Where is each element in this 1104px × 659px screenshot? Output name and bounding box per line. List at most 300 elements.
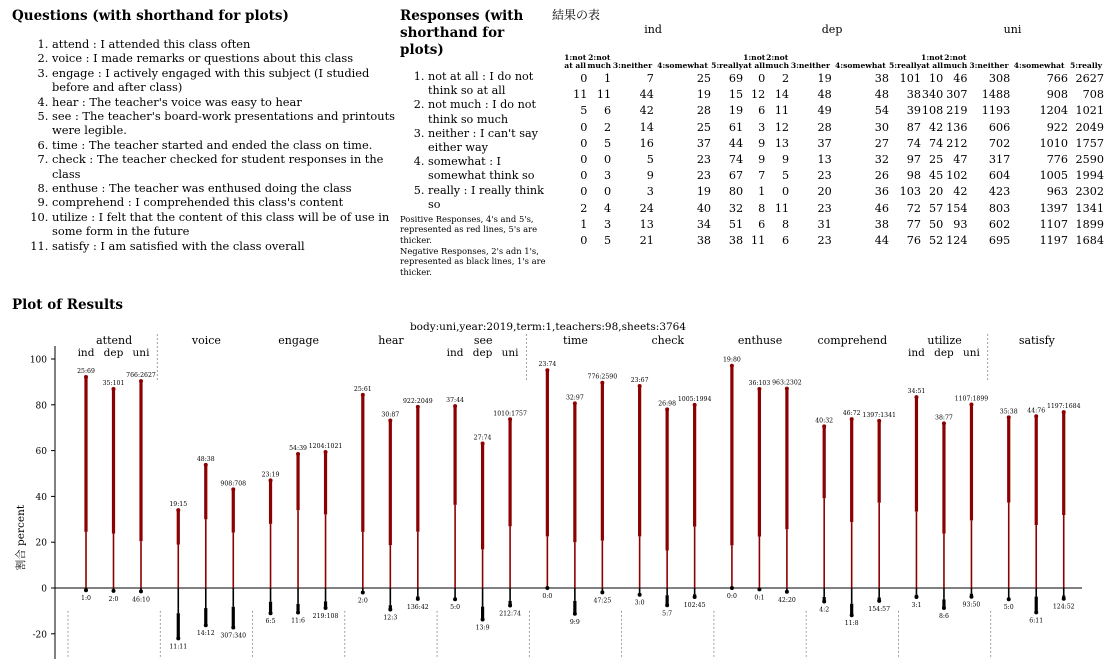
negative-count-label: 0:1	[754, 594, 765, 602]
negative-count-label: 11:6	[291, 617, 305, 625]
category-label: see	[473, 334, 493, 347]
negative-count-label: 42:20	[777, 596, 796, 604]
negative-count-label: 12:3	[383, 614, 398, 622]
table-column-header: 3:neither	[790, 61, 831, 71]
table-cell: 80	[728, 185, 744, 199]
table-column-header: 1:not at all	[564, 53, 587, 71]
table-column-header: 5:really	[711, 61, 744, 71]
negative-end-dot	[730, 586, 734, 590]
negative-end-dot	[573, 612, 577, 616]
positive-end-dot	[600, 381, 604, 385]
table-cell: 69	[728, 72, 744, 85]
table-cell: 13	[774, 136, 790, 150]
table-cell: 44	[728, 136, 744, 150]
table-cell: 922	[1046, 120, 1069, 134]
table-cell: 57	[928, 201, 944, 215]
positive-count-label: 26:98	[658, 400, 677, 408]
category-label: utilize	[927, 334, 962, 347]
table-column-header: 5:really	[889, 61, 922, 71]
table-cell: 44	[874, 233, 889, 247]
positive-count-label: 40:32	[815, 417, 834, 425]
table-cell: 9	[781, 152, 790, 166]
positive-end-dot	[388, 419, 392, 423]
series-label: uni	[132, 347, 150, 359]
positive-count-label: 23:67	[630, 376, 649, 384]
positive-end-dot	[822, 424, 826, 428]
table-cell: 42	[953, 185, 968, 199]
negative-count-label: 5:0	[1003, 604, 1014, 612]
table-cell: 46	[874, 201, 889, 215]
table-cell: 5	[604, 233, 612, 247]
series-label: uni	[501, 347, 519, 359]
table-cell: 766	[1046, 72, 1069, 85]
table-cell: 307	[946, 88, 968, 102]
table-cell: 0	[604, 185, 612, 199]
questions-list	[12, 37, 397, 253]
table-cell: 25	[696, 72, 712, 85]
y-tick-label: -20	[32, 630, 47, 641]
table-cell: 77	[906, 217, 922, 231]
table-cell: 0	[580, 169, 588, 183]
table-cell: 13	[817, 152, 832, 166]
question-item: 10. utilize : I felt that the content of this class will be of use in some form in the future	[52, 210, 397, 239]
positive-count-label: 1204:1021	[308, 442, 343, 450]
table-cell: 3	[758, 120, 766, 134]
table-cell: 34	[696, 217, 712, 231]
negative-end-dot	[1062, 597, 1066, 601]
table-cell: 50	[928, 217, 944, 231]
table-cell: 212	[946, 136, 968, 150]
negative-end-dot	[850, 613, 854, 617]
table-cell: 45	[928, 169, 944, 183]
negative-end-dot	[665, 603, 669, 607]
table-cell: 0	[758, 72, 766, 85]
table-cell: 74	[928, 136, 944, 150]
table-cell: 28	[696, 104, 712, 118]
table-cell: 2590	[1075, 152, 1104, 166]
series-label: dep	[103, 347, 124, 359]
table-cell: 52	[928, 233, 944, 247]
positive-count-label: 25:69	[77, 367, 95, 375]
negative-count-label: 1:0	[81, 595, 91, 603]
table-cell: 2	[781, 72, 790, 85]
table-cell: 14	[774, 88, 790, 102]
negative-end-dot	[914, 595, 918, 599]
series-label: ind	[908, 347, 925, 359]
responses-section	[400, 8, 550, 277]
positive-end-dot	[269, 478, 273, 482]
table-cell: 602	[988, 217, 1011, 231]
table-cell: 97	[906, 152, 922, 166]
table-column-header: 5:really	[1070, 61, 1103, 71]
table-cell: 1684	[1075, 233, 1104, 247]
table-cell: 308	[988, 72, 1011, 85]
negative-count-label: 46:10	[132, 596, 150, 604]
negative-count-label: 14:12	[196, 630, 215, 638]
positive-end-dot	[1034, 414, 1038, 418]
table-cell: 12	[751, 88, 766, 102]
negative-count-label: 154:57	[868, 605, 891, 613]
question-item: 11. satisfy : I am satisfied with the class overall	[52, 239, 397, 253]
y-tick-label: 20	[35, 538, 47, 549]
questions-section	[12, 8, 397, 253]
results-plot	[0, 316, 1104, 659]
table-cell: 37	[817, 136, 832, 150]
table-cell: 6	[758, 217, 766, 231]
table-cell: 74	[728, 152, 744, 166]
category-label: time	[563, 334, 588, 347]
negative-end-dot	[785, 590, 789, 594]
table-column-header: 3:neither	[969, 61, 1009, 71]
negative-count-label: 3:1	[911, 601, 922, 609]
table-cell: 39	[906, 104, 922, 118]
table-column-header: 1:not at all	[743, 53, 766, 71]
table-cell: 11	[596, 88, 612, 102]
table-column-header: 2:not much	[943, 53, 968, 71]
table-cell: 2627	[1075, 72, 1104, 85]
table-column-header: 1:not at all	[921, 53, 944, 71]
results-table-wrap	[563, 23, 1104, 248]
table-cell: 1107	[1039, 217, 1069, 231]
table-cell: 76	[906, 233, 922, 247]
table-cell: 38	[874, 72, 889, 85]
table-cell: 9	[758, 136, 766, 150]
table-cell: 67	[728, 169, 744, 183]
negative-end-dot	[176, 636, 180, 640]
positive-end-dot	[176, 508, 180, 512]
table-cell: 2	[580, 201, 588, 215]
positive-end-dot	[545, 368, 549, 372]
table-cell: 2302	[1075, 185, 1104, 199]
positive-end-dot	[914, 395, 918, 399]
positive-count-label: 34:51	[907, 388, 926, 396]
table-row	[563, 184, 1104, 200]
series-label: uni	[963, 347, 980, 359]
table-cell: 72	[906, 201, 922, 215]
positive-note: Positive Responses, 4's and 5's, represented as red lines, 5's are thicker.	[400, 214, 538, 245]
table-cell: 13	[639, 217, 654, 231]
table-cell: 5	[781, 169, 790, 183]
negative-end-dot	[1034, 610, 1038, 614]
positive-end-dot	[84, 375, 88, 379]
table-cell: 908	[1046, 88, 1069, 102]
negative-count-label: 8:6	[938, 613, 949, 621]
series-label: dep	[934, 347, 954, 359]
table-cell: 8	[758, 201, 766, 215]
table-cell: 38	[696, 233, 712, 247]
table-cell: 0	[580, 185, 588, 199]
response-item: 4. somewhat : I somewhat think so	[428, 155, 550, 183]
table-cell: 1	[580, 217, 588, 231]
negative-count-label: 4:2	[819, 606, 830, 614]
category-label: satisfy	[1018, 334, 1055, 347]
table-row	[563, 135, 1104, 151]
table-cell: 0	[604, 152, 612, 166]
plot-title: Plot of Results	[12, 297, 123, 313]
positive-count-label: 48:38	[196, 455, 215, 463]
positive-count-label: 23:74	[538, 361, 557, 369]
table-cell: 1021	[1075, 104, 1104, 118]
table-cell: 15	[728, 88, 744, 102]
table-cell: 2	[604, 120, 612, 134]
table-cell: 38	[874, 217, 889, 231]
negative-note: Negative Responses, 2's adn 1's, represented as black lines, 1's are thicker.	[400, 245, 546, 277]
table-cell: 11	[751, 233, 766, 247]
table-cell: 25	[696, 120, 712, 134]
table-title: 結果の表	[552, 8, 601, 22]
positive-end-dot	[296, 452, 300, 456]
table-cell: 36	[874, 185, 889, 199]
table-cell: 19	[696, 185, 712, 199]
negative-end-dot	[361, 590, 365, 594]
table-cell: 154	[946, 201, 968, 215]
table-cell: 23	[696, 152, 712, 166]
positive-count-label: 27:74	[473, 434, 492, 442]
positive-end-dot	[969, 402, 973, 406]
positive-end-dot	[481, 441, 485, 445]
table-cell: 1899	[1075, 217, 1104, 231]
positive-count-label: 23:19	[261, 471, 280, 479]
table-cell: 49	[817, 104, 832, 118]
table-cell: 776	[1046, 152, 1069, 166]
responses-list	[400, 70, 550, 212]
y-tick-label: 0	[41, 584, 47, 595]
table-cell: 4	[604, 201, 612, 215]
positive-end-dot	[453, 404, 457, 408]
table-cell: 6	[604, 104, 612, 118]
category-label: enthuse	[737, 334, 783, 347]
table-cell: 103	[899, 185, 922, 199]
negative-end-dot	[822, 599, 826, 603]
negative-count-label: 136:42	[406, 603, 429, 611]
positive-end-dot	[139, 379, 143, 383]
positive-count-label: 19:15	[169, 501, 188, 509]
negative-end-dot	[453, 597, 457, 601]
positive-count-label: 35:101	[102, 380, 125, 388]
negative-count-label: 6:5	[265, 618, 276, 626]
table-cell: 423	[988, 185, 1011, 199]
table-cell: 23	[817, 201, 832, 215]
table-cell: 136	[946, 120, 968, 134]
table-column-header: 2:not much	[765, 53, 790, 71]
table-row	[563, 70, 1104, 86]
negative-end-dot	[545, 586, 549, 590]
positive-end-dot	[361, 393, 365, 397]
question-item: 9. comprehend : I comprehended this class's content	[52, 195, 397, 209]
positive-count-label: 1197:1684	[1046, 403, 1081, 411]
category-label: comprehend	[817, 334, 888, 347]
negative-end-dot	[388, 607, 392, 611]
table-cell: 23	[696, 169, 712, 183]
table-cell: 2049	[1075, 120, 1104, 134]
table-row	[563, 103, 1104, 119]
table-cell: 1757	[1075, 136, 1104, 150]
negative-count-label: 47:25	[593, 597, 612, 605]
table-cell: 19	[696, 88, 712, 102]
table-cell: 93	[953, 217, 968, 231]
table-cell: 3	[604, 169, 612, 183]
negative-count-label: 0:0	[726, 593, 737, 600]
table-cell: 19	[728, 104, 744, 118]
table-group-header: uni	[1003, 23, 1022, 36]
negative-end-dot	[600, 590, 604, 594]
table-cell: 219	[946, 104, 968, 118]
positive-end-dot	[204, 463, 208, 467]
table-cell: 46	[953, 72, 968, 85]
table-cell: 25	[928, 152, 944, 166]
category-label: voice	[191, 334, 221, 347]
table-cell: 1005	[1039, 169, 1069, 183]
negative-end-dot	[296, 610, 300, 614]
positive-count-label: 25:61	[353, 385, 372, 393]
table-cell: 48	[817, 88, 832, 102]
positive-count-label: 19:80	[722, 356, 741, 364]
table-cell: 40	[696, 201, 712, 215]
table-cell: 3	[646, 185, 654, 199]
table-cell: 108	[921, 104, 944, 118]
table-cell: 28	[817, 120, 832, 134]
table-cell: 44	[639, 88, 654, 102]
table-cell: 7	[758, 169, 766, 183]
table-cell: 0	[580, 72, 588, 85]
positive-count-label: 1010:1757	[493, 410, 527, 418]
results-table	[563, 23, 1104, 248]
category-label: attend	[96, 334, 133, 347]
table-cell: 1	[758, 185, 766, 199]
positive-count-label: 35:38	[999, 408, 1018, 416]
negative-end-dot	[269, 611, 273, 615]
positive-end-dot	[231, 487, 235, 491]
response-item: 1. not at all : I do not think so at all	[428, 70, 550, 98]
positive-end-dot	[112, 387, 116, 391]
table-cell: 963	[1046, 185, 1069, 199]
category-label: engage	[278, 334, 320, 347]
table-cell: 606	[988, 120, 1011, 134]
negative-count-label: 13:9	[475, 624, 490, 632]
series-label: dep	[472, 347, 493, 359]
table-cell: 5	[604, 136, 612, 150]
table-cell: 9	[758, 152, 766, 166]
negative-end-dot	[508, 603, 512, 607]
positive-end-dot	[573, 401, 577, 405]
table-cell: 1	[604, 72, 612, 85]
table-row	[563, 87, 1104, 103]
category-label: hear	[378, 334, 404, 347]
response-item: 2. not much : I do not think so much	[428, 98, 550, 126]
positive-end-dot	[942, 421, 946, 425]
table-cell: 38	[906, 88, 922, 102]
table-row	[563, 216, 1104, 232]
positive-count-label: 36:103	[748, 380, 771, 388]
table-cell: 20	[928, 185, 944, 199]
table-cell: 42	[928, 120, 944, 134]
table-group-header: ind	[644, 23, 662, 36]
negative-count-label: 5:7	[662, 610, 673, 618]
positive-end-dot	[850, 417, 854, 421]
question-item: 3. engage : I actively engaged with this subject (I studied before and after class)	[52, 66, 397, 95]
positive-end-dot	[638, 384, 642, 388]
negative-end-dot	[112, 589, 116, 593]
negative-end-dot	[693, 595, 697, 599]
question-item: 7. check : The teacher checked for student responses in the class	[52, 152, 397, 181]
positive-end-dot	[324, 450, 328, 454]
positive-count-label: 922:2049	[402, 397, 433, 405]
question-item: 2. voice : I made remarks or questions about this class	[52, 51, 397, 65]
table-cell: 695	[988, 233, 1011, 247]
negative-count-label: 93:50	[962, 601, 981, 609]
negative-count-label: 5:0	[450, 604, 461, 612]
table-column-header: 2:not much	[587, 53, 612, 71]
table-cell: 3	[604, 217, 612, 231]
table-cell: 32	[874, 152, 889, 166]
negative-count-label: 102:45	[683, 601, 706, 609]
table-row	[563, 168, 1104, 184]
table-cell: 0	[580, 120, 588, 134]
table-row	[563, 119, 1104, 135]
table-cell: 0	[580, 233, 588, 247]
table-cell: 0	[580, 136, 588, 150]
positive-end-dot	[1007, 415, 1011, 419]
table-cell: 1397	[1039, 201, 1069, 215]
table-cell: 24	[639, 201, 654, 215]
negative-count-label: 212:74	[499, 610, 521, 618]
table-cell: 14	[639, 120, 654, 134]
table-cell: 11	[573, 88, 588, 102]
negative-end-dot	[638, 593, 642, 597]
positive-count-label: 32:97	[565, 394, 584, 402]
table-cell: 37	[696, 136, 712, 150]
negative-end-dot	[969, 595, 973, 599]
series-label: ind	[77, 347, 95, 359]
positive-count-label: 776:2590	[587, 373, 618, 381]
positive-end-dot	[693, 403, 697, 407]
table-cell: 61	[728, 120, 744, 134]
negative-count-label: 9:9	[569, 618, 580, 626]
question-item: 1. attend : I attended this class often	[52, 37, 397, 51]
response-item: 5. really : I really think so	[428, 184, 550, 212]
table-cell: 1204	[1039, 104, 1069, 118]
question-item: 4. hear : The teacher's voice was easy to hear	[52, 95, 397, 109]
table-row	[563, 200, 1104, 216]
table-cell: 6	[781, 233, 790, 247]
table-cell: 74	[906, 136, 922, 150]
positive-count-label: 30:87	[381, 411, 400, 419]
positive-count-label: 37:44	[446, 397, 465, 405]
negative-count-label: 11:11	[169, 643, 188, 651]
negative-count-label: 0:0	[542, 593, 553, 600]
positive-end-dot	[730, 364, 734, 368]
negative-end-dot	[877, 599, 881, 603]
table-column-header: 4:somewhat	[657, 61, 708, 71]
table-cell: 11	[774, 104, 790, 118]
table-cell: 1197	[1039, 233, 1069, 247]
table-cell: 1341	[1075, 201, 1104, 215]
table-cell: 42	[639, 104, 654, 118]
table-cell: 23	[817, 169, 832, 183]
table-cell: 7	[646, 72, 654, 85]
table-cell: 11	[774, 201, 790, 215]
table-cell: 0	[781, 185, 790, 199]
questions-title: Questions (with shorthand for plots)	[12, 8, 289, 24]
table-cell: 340	[921, 88, 944, 102]
y-tick-label: 40	[35, 492, 47, 503]
negative-end-dot	[416, 597, 420, 601]
y-tick-label: 60	[35, 447, 47, 458]
negative-count-label: 2:0	[108, 595, 119, 603]
table-cell: 19	[817, 72, 832, 85]
positive-count-label: 908:708	[220, 480, 247, 488]
table-column-header: 3:neither	[612, 61, 653, 71]
